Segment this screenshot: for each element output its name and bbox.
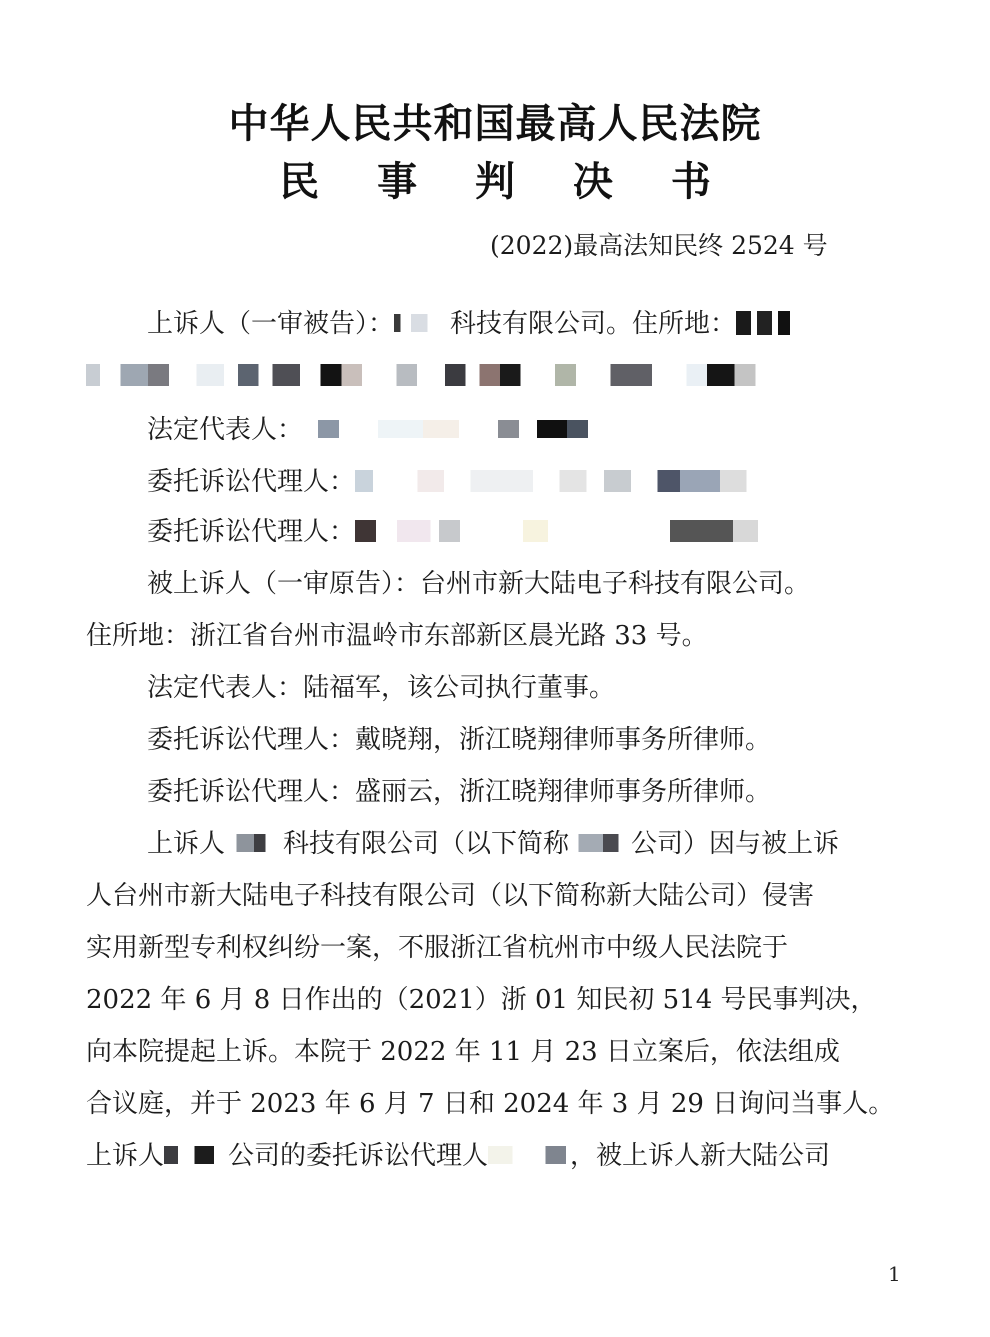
body-text-segment: ，被上诉人新大陆公司: [570, 1141, 831, 1171]
document-type-title: 民 事 判 决 书: [279, 159, 733, 205]
redacted-rep-name: [303, 420, 603, 438]
appellant-name-suffix: 科技有限公司。住所地：: [450, 309, 737, 339]
redacted-address-line: [86, 360, 776, 392]
appellee-address: 住所地：浙江省台州市温岭市东部新区晨光路 33 号。: [86, 621, 708, 651]
appellee-agent1: 委托诉讼代理人：戴晓翔，浙江晓翔律师事务所律师。: [147, 725, 772, 755]
body-text-segment: 上诉人: [147, 829, 226, 859]
body-text-segment: 公司的委托诉讼代理人: [228, 1141, 489, 1171]
appellee-line1: 被上诉人（一审原告）：台州市新大陆电子科技有限公司。: [147, 569, 811, 599]
appellant-agent1-line: [147, 466, 800, 498]
appellant-agent2-label: 委托诉讼代理人：: [147, 517, 356, 547]
body-line-5: 向本院提起上诉。本院于 2022 年 11 月 23 日立案后，依法组成: [86, 1037, 840, 1067]
redacted-agent2-info: [355, 520, 775, 542]
appellant-rep-label: 法定代表人：: [147, 415, 304, 445]
redacted-address-continued: [86, 364, 776, 386]
appellant-agent1-label: 委托诉讼代理人：: [147, 467, 356, 497]
page-number: 1: [888, 1262, 901, 1286]
redacted-company-abbrev-2: [164, 1146, 228, 1164]
body-line-7: [86, 1140, 830, 1172]
redacted-company-name: [394, 314, 450, 332]
redacted-company-abbrev: [569, 834, 631, 852]
court-title: 中华人民共和国最高人民法院: [228, 101, 762, 147]
body-line-6: 合议庭，并于 2023 年 6 月 7 日和 2024 年 3 月 29 日询问当事人。: [86, 1089, 895, 1119]
body-text-segment: 公司）因与被上诉: [631, 829, 840, 859]
body-line-1: [147, 828, 839, 860]
body-text-segment: 上诉人: [86, 1141, 165, 1171]
body-text-segment: 科技有限公司（以下简称: [283, 829, 570, 859]
appellant-line: [147, 308, 796, 340]
redacted-agent-name: [488, 1146, 570, 1164]
appellee-agent2: 委托诉讼代理人：盛丽云，浙江晓翔律师事务所律师。: [147, 777, 772, 807]
case-number: (2022)最高法知民终 2524 号: [490, 231, 828, 260]
appellant-agent2-line: [147, 516, 775, 548]
body-line-3: 实用新型专利权纠纷一案，不服浙江省杭州市中级人民法院于: [86, 933, 789, 963]
appellant-label: 上诉人（一审被告）：: [147, 309, 395, 339]
body-line-4: 2022 年 6 月 8 日作出的（2021）浙 01 知民初 514 号民事判决，: [86, 985, 877, 1015]
body-line-2: 人台州市新大陆电子科技有限公司（以下简称新大陆公司）侵害: [86, 881, 815, 911]
redacted-agent1-info: [355, 470, 800, 492]
redacted-company-short: [225, 834, 283, 852]
redacted-address-start: [736, 311, 796, 335]
appellee-legal-rep: 法定代表人：陆福军，该公司执行董事。: [147, 673, 616, 703]
appellant-legal-rep-line: [147, 414, 603, 446]
